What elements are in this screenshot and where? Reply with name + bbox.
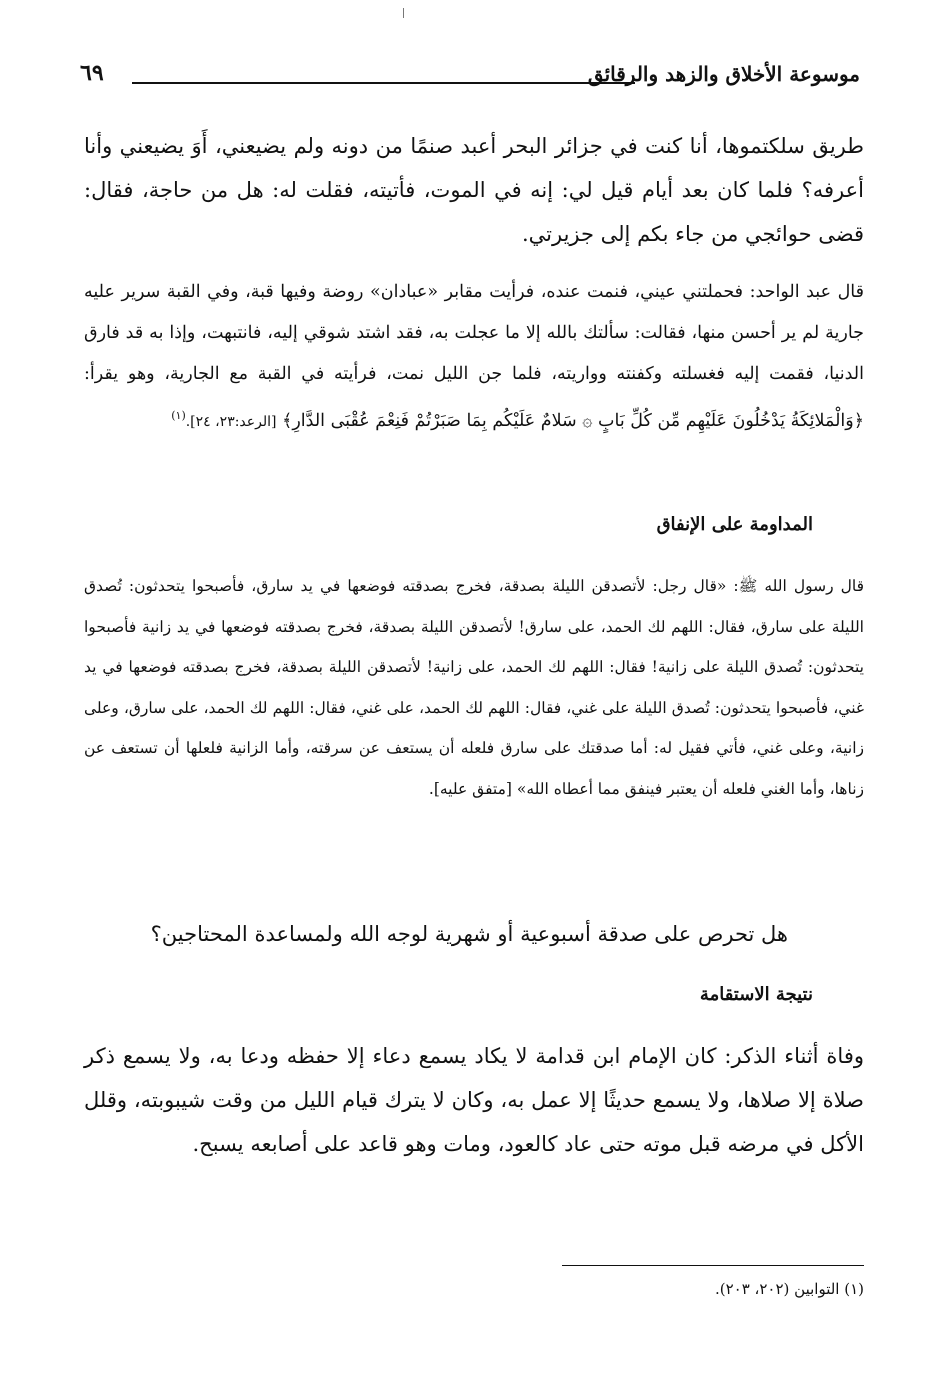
- paragraph-dream: [84, 272, 864, 443]
- running-header: [80, 58, 860, 98]
- section-heading-spending: المداومة على الإنفاق: [656, 514, 813, 535]
- footnote-rule: [562, 1265, 864, 1266]
- paragraph-ibn-qudama: وفاة أثناء الذكر: كان الإمام ابن قدامة لا يكاد يسمع دعاء إلا حفظه ودعا به، ولا يسمع ذكر صلاة إلا صلاها، ولا يسمع حديثًا إلا عمل به، وكان لا يترك قيام الليل من وقت شيبوبته، وقلل الأكل في مرضه قبل موته حتى عاد كالعود، ومات وهو قاعد على أصابعه يسبح.: [84, 1044, 864, 1156]
- header-rule: [132, 82, 635, 84]
- paragraph-question: هل تحرص على صدقة أسبوعية أو شهرية لوجه الله ولمساعدة المحتاجين؟: [150, 922, 788, 946]
- quran-verse: ﴿وَالْمَلائِكَةُ يَدْخُلُونَ عَلَيْهِم مِّن كُلِّ بَابٍ ۞ سَلامٌ عَلَيْكُم بِمَا صَبَرْتُمْ فَنِعْمَ عُقْبَى الدَّارِ﴾: [282, 410, 864, 431]
- header-title: موسوعة الأخلاق والزهد والرقائق: [587, 62, 860, 86]
- dream-text: قال عبد الواحد: فحملتني عيني، فنمت عنده، فرأيت مقابر «عبادان» روضة وفيها قبة، وفي القبة سرير عليه جارية لم ير أحسن منها، فقالت: سألتك بالله إلا ما عجلت به، فقد اشتد شوقي إليه، فانتبهت، وإذا به قد فارق الدنيا، فقمت إليه فغسلته وكفنته وواريته، فلما جن الليل نمت، فرأيته في القبة مع الجارية، وهو يقرأ:: [84, 282, 864, 384]
- page-number: ٦٩: [80, 60, 104, 86]
- paragraph-island-man: طريق سلكتموها، أنا كنت في جزائر البحر أعبد صنمًا من دونه ولم يضيعني، أَوَ يضيعني وأنا أعرفه؟ فلما كان بعد أيام قيل لي: إنه في الموت، فأتيته، فقلت له: هل من حاجة، فقال: قضى حوائجي من جاء بكم إلى جزيرتي.: [84, 134, 864, 246]
- scan-mark: [403, 8, 404, 18]
- footnote: (١) التوابين (٢٠٢، ٢٠٣).: [714, 1280, 864, 1298]
- verse-reference: [الرعد:٢٣، ٢٤].: [185, 413, 277, 430]
- footnote-marker: (١): [171, 409, 186, 422]
- paragraph-hadith: قال رسول الله ﷺ: «قال رجل: لأتصدقن الليلة بصدقة، فخرج بصدقته فوضعها في يد سارق، فأصبحوا يتحدثون: تُصدق الليلة على سارق، فقال: اللهم لك الحمد، على سارق! لأتصدقن الليلة بصدقة، فخرج بصدقته فوضعها في يد زانية فأصبحوا يتحدثون: تُصدق الليلة على زانية! فقال: اللهم لك الحمد، على زانية! لأتصدقن الليلة بصدقة، فخرج بصدقته فوضعها في يد غني، فأصبحوا يتحدثون: تُصدق الليلة على غني، فقال: اللهم لك الحمد، على غني، فقال: اللهم لك الحمد، على سارق، وعلى زانية، وعلى غني، فأتي فقيل له: أما صدقتك على سارق فلعله أن يستعف عن سرقته، وأما الزانية فلعلها أن تستعف عن زناها، وأما الغني فلعله أن يعتبر فينفق مما أعطاه الله» [متفق عليه].: [84, 577, 864, 798]
- section-heading-result: نتيجة الاستقامة: [699, 984, 813, 1005]
